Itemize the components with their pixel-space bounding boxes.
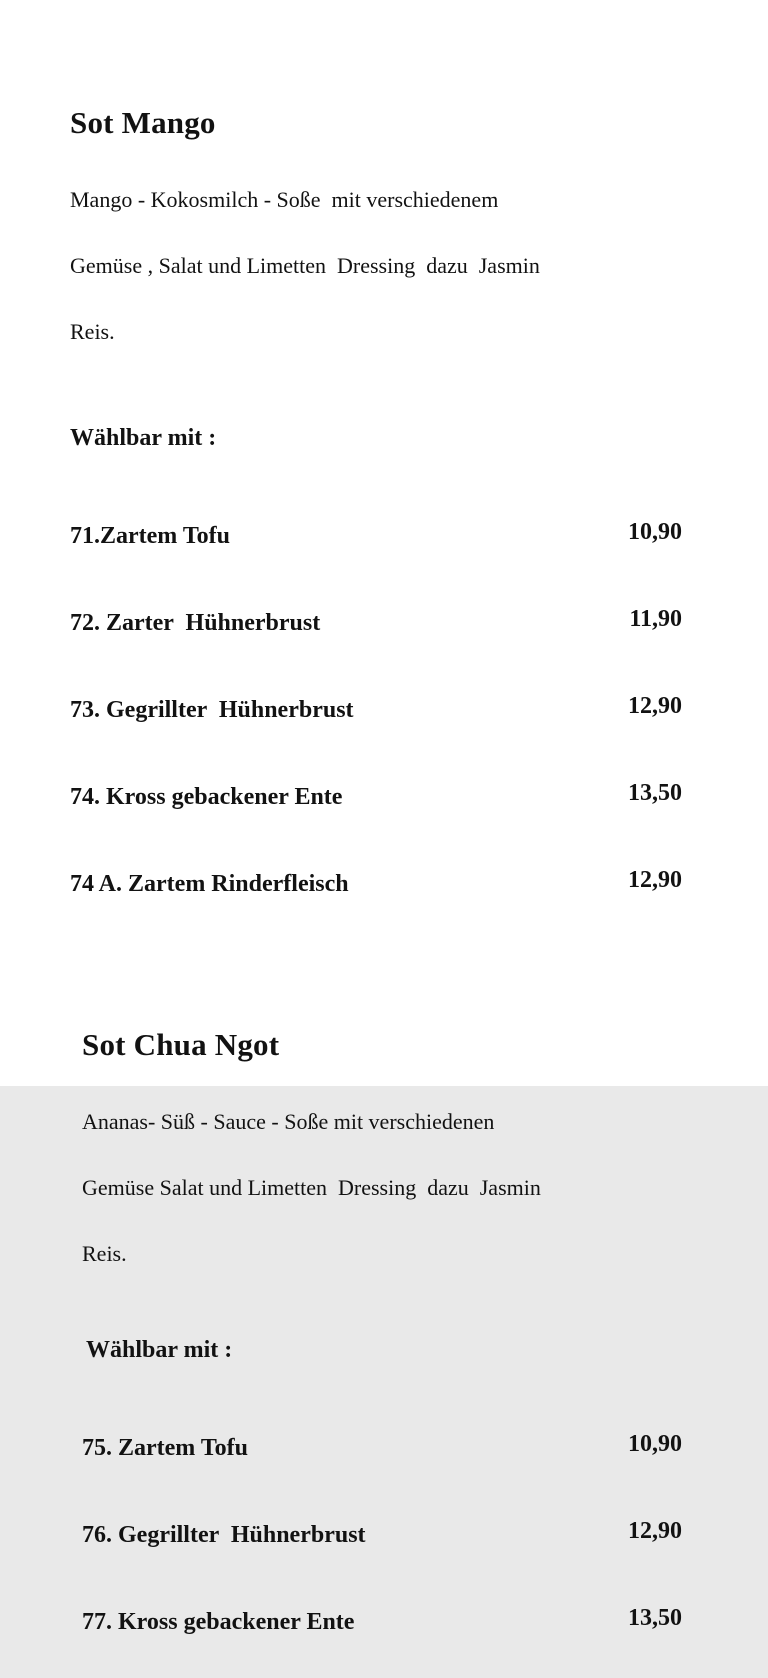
menu-item-row [82,1431,682,1468]
menu-item-row [70,519,682,556]
menu-item-label: 73. Gegrillter Hühnerbrust [70,697,354,723]
menu-section-sot-chua-ngot [70,992,682,1678]
section-description-line: Reis. [82,1241,127,1266]
menu-item-row [82,1605,682,1642]
menu-item-price: 12,90 [628,867,682,893]
menu-item-price: 12,90 [628,1518,682,1544]
menu-item-row [70,606,682,643]
section-title: Sot Chua Ngot [82,1027,280,1062]
section-description-line: Gemüse , Salat und Limetten Dressing dazu Jasmin [70,253,540,278]
menu-item-price: 10,90 [628,1431,682,1457]
menu-item-row [70,693,682,730]
menu-item-price: 10,90 [628,519,682,545]
menu-item-price: 11,90 [629,606,682,632]
menu-item-price: 12,90 [628,693,682,719]
menu-item-row [70,867,682,904]
menu-item-label: 76. Gegrillter Hühnerbrust [82,1522,366,1548]
menu-item-price: 13,50 [628,780,682,806]
menu-item-label: 77. Kross gebackener Ente [82,1609,355,1635]
chooser-label: Wählbar mit : [86,1337,233,1363]
section-description-line: Gemüse Salat und Limetten Dressing dazu Jasmin [82,1175,541,1200]
menu-item-row [82,1518,682,1555]
menu-item-price: 13,50 [628,1605,682,1631]
section-description-line: Mango - Kokosmilch - Soße mit verschiedenem [70,187,499,212]
menu-item-label: 74. Kross gebackener Ente [70,784,343,810]
menu-item-label: 75. Zartem Tofu [82,1435,249,1461]
menu-item-label: 74 A. Zartem Rinderfleisch [70,871,349,897]
menu-item-label: 71.Zartem Tofu [70,523,231,549]
section-description-line: Reis. [70,319,115,344]
section-title: Sot Mango [70,105,216,140]
menu-item-label: 72. Zarter Hühnerbrust [70,610,321,636]
chooser-label: Wählbar mit : [70,425,217,451]
section-description-line: Ananas- Süß - Sauce - Soße mit verschiedenen [82,1109,495,1134]
menu-item-row [70,780,682,817]
menu-section-sot-mango [70,70,682,940]
